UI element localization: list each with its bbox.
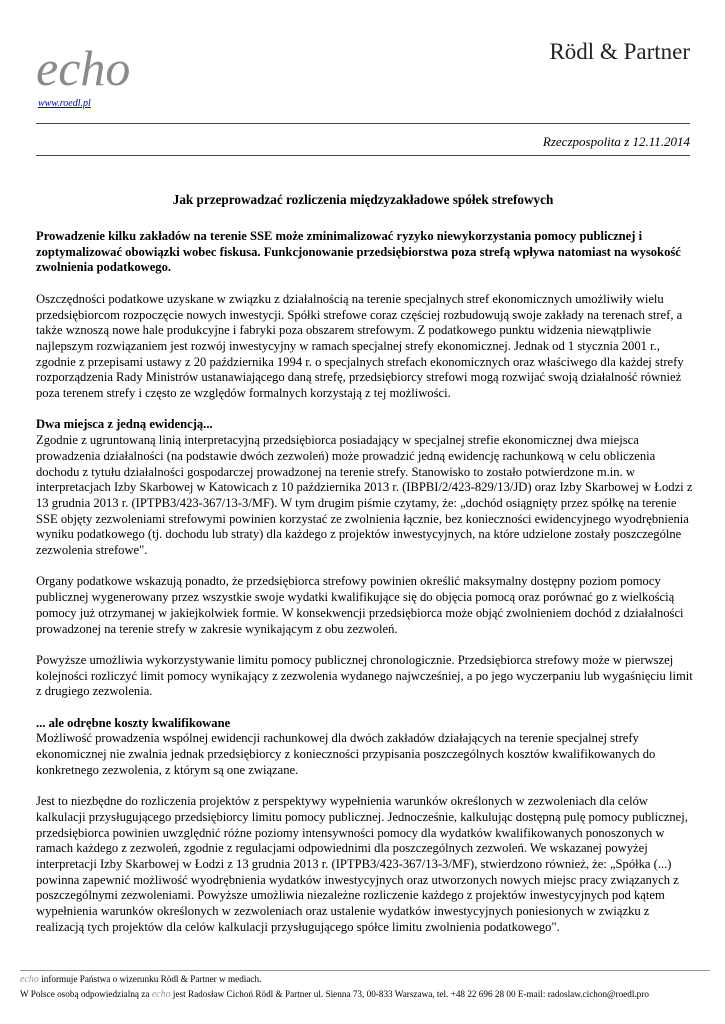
paragraph: Oszczędności podatkowe uzyskane w związku z działalnością na terenie specjalnych stref ekonomicznych umożliwiły wielu przedsiębiorcom rozpoczęcie nowych inwestycji. Spółki strefowe coraz częściej rozbudowują swoje zakłady na terenach stref, a także wznoszą nowe hale produkcyjne i fabryki poza obszarem strefowym. Z podatkowego punktu widzenia niewątpliwie najlepszym rozwiązaniem jest rozwój inwestycyjny w ramach specjalnej strefy ekonomicznej. Jednak od 1 stycznia 2001 r., zgodnie z przepisami ustawy z 20 października 1994 r. o specjalnych strefach ekonomicznych oraz właściwego dla każdej strefy rozporządzenia Rady Ministrów ustanawiającego daną strefę, przedsiębiorcy strefowi mogą rozwijać swoją działalność również poza terenem strefy i często ze względów formalnych korzystają z tej możliwości. xyxy=(36,291,684,401)
header-divider xyxy=(36,123,690,124)
subheading: ... ale odrębne koszty kwalifikowane xyxy=(36,715,231,730)
paragraph: Możliwość prowadzenia wspólnej ewidencji rachunkowej dla dwóch zakładów działających na terenie specjalnej strefy ekonomicznej nie zwalnia jednak przedsiębiorcy z konieczności przypisania poszczególnych kosztów kwalifikowanych do konkretnego zezwolenia, z którym są one związane. xyxy=(36,731,656,777)
footer-text: W Polsce osobą odpowiedzialną za xyxy=(20,989,150,999)
article-lead: Prowadzenie kilku zakładów na terenie SSE może zminimalizować ryzyko niewykorzystania pomocy publicznej i zoptymalizować obowiązki wobec fiskusa. Funkcjonowanie przedsiębiorstwa poza strefą wpływa natomiast na wysokość zwolnienia podatkowego. xyxy=(36,229,681,275)
footer-line-1 xyxy=(20,972,710,987)
paragraph: Jest to niezbędne do rozliczenia projektów z perspektywy wypełnienia warunków określonych w zezwoleniach dla celów kalkulacji przysługującego przedsiębiorcy limitu pomocy publicznej. Jednocześnie, kalkulując dostępną pulę pomocy publicznej, przedsiębiorca powinien uwzględnić różne poziomy intensywności pomocy dla wydatków kwalifikowanych ponoszonych w ramach każdego z zezwoleń, zgodnie z regulacjami odpowiednimi dla poszczególnych zezwoleń. We wskazanej powyżej interpretacji Izby Skarbowej w Łodzi z 13 grudnia 2013 r. (IPTPB3/423-367/13-3/MF), stwierdzono również, że: „Spółka (...) powinna zapewnić możliwość wyodrębnienia wydatków inwestycyjnych oraz utworzonych nowych miejsc pracy związanych z poszczególnymi zezwoleniami. Powyższe umożliwia niezależne rozliczenie każdego z projektów inwestycyjnych pod kątem wypełnienia warunków określonych w zezwoleniach oraz ustalenie wydatków inwestycyjnych poniesionych w związku z realizacją tych projektów dla celów kalkulacji przysługującego spółce limitu zwolnienia podatkowego". xyxy=(36,794,688,934)
footer-echo-word: echo xyxy=(151,989,171,1000)
footer-contact: jest Radosław Cichoń Rödl & Partner ul. Sienna 73, 00-833 Warszawa, tel. +48 22 696 28 00 E-mail: radoslaw.cichon@roedl.pro xyxy=(172,989,649,999)
section-1 xyxy=(36,417,694,558)
brand-logo: Rödl & Partner xyxy=(549,39,690,64)
paragraph: Organy podatkowe wskazują ponadto, że przedsiębiorca strefowy powinien określić maksymalny dostępny poziom pomocy publicznej wygenerowany przez wszystkie swoje wydatki kwalifikujące się do objęcia pomocą oraz porównać go z wielkością pomocy już otrzymanej w jakiejkolwiek formie. W konsekwencji przedsiębiorca może objąć zwolnieniem dochód z działalności prowadzonej na terenie strefy w zakresie wynikającym z obu zezwoleń. xyxy=(36,574,684,636)
source-line: Rzeczpospolita z 12.11.2014 xyxy=(542,134,690,149)
footer-echo-word: echo xyxy=(20,974,39,985)
site-link[interactable]: www.roedl.pl xyxy=(38,98,91,109)
echo-logo: echo xyxy=(36,40,131,96)
footer xyxy=(20,970,710,1002)
source-divider xyxy=(36,155,690,156)
footer-text: informuje Państwa o wizerunku Rödl & Partner w mediach. xyxy=(41,974,262,984)
article-body xyxy=(36,229,694,951)
subheading: Dwa miejsca z jedną ewidencją... xyxy=(36,417,213,432)
paragraph: Zgodnie z ugruntowaną linią interpretacyjną przedsiębiorca posiadający w specjalnej strefie ekonomicznej dwa miejsca prowadzenia działalności (na podstawie dwóch zezwoleń) może prowadzić jedną ewidencję rachunkową w celu obliczenia dochodu z tytułu działalności gospodarczej prowadzonej na terenie strefy. Stanowisko to zostało potwierdzone m.in. w interpretacjach Izby Skarbowej w Katowicach z 10 października 2013 r. (IBPBI/2/423-829/13/JD) oraz Izby Skarbowej w Łodzi z 13 grudnia 2013 r. (IPTPB3/423-367/13-3/MF). W tym drugim piśmie czytamy, że: „dochód osiągnięty przez spółkę na terenie SSE objęty zezwoleniami strefowymi powinien korzystać ze zwolnienia łącznie, bez konieczności ewidencyjnego wyodrębnienia wyniku podatkowego (tj. dochodu lub straty) dla każdego z projektów inwestycyjnych, na które udzielone zostały poszczególne zezwolenia strefowe". xyxy=(36,433,693,558)
section-2 xyxy=(36,716,694,779)
footer-line-2 xyxy=(20,987,710,1002)
paragraph: Powyższe umożliwia wykorzystywanie limitu pomocy publicznej chronologicznie. Przedsiębiorca strefowy może w pierwszej kolejności rozliczyć limit pomocy wynikający z zezwolenia wydanego najwcześniej, a po jego wyczerpaniu lub wygaśnięciu limit z drugiego zezwolenia. xyxy=(36,652,693,699)
article-title: Jak przeprowadzać rozliczenia międzyzakładowe spółek strefowych xyxy=(172,192,554,207)
header xyxy=(36,38,690,118)
